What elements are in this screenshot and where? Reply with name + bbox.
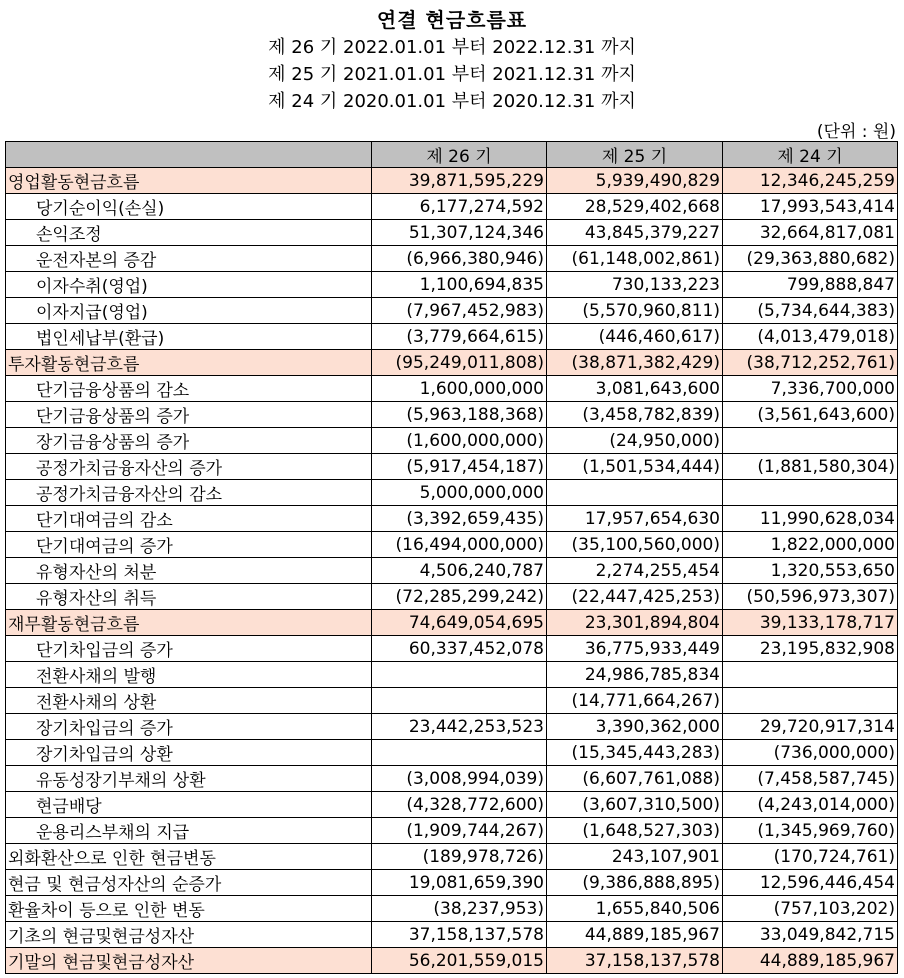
cash-flow-table: [5, 141, 898, 974]
value-period-25: 3,390,362,000: [547, 714, 723, 740]
row-label: 기말의 현금및현금성자산: [6, 948, 372, 974]
value-period-24: (1,881,580,304): [723, 454, 898, 480]
row-label: 유동성장기부채의 상환: [6, 766, 372, 792]
table-row: [6, 818, 898, 844]
value-period-25: 24,986,785,834: [547, 662, 723, 688]
value-period-25: [547, 480, 723, 506]
row-label: 단기금융상품의 증가: [6, 402, 372, 428]
value-period-24: (50,596,973,307): [723, 584, 898, 610]
value-period-25: 37,158,137,578: [547, 948, 723, 974]
value-period-24: 7,336,700,000: [723, 376, 898, 402]
value-period-24: (3,561,643,600): [723, 402, 898, 428]
value-period-24: (736,000,000): [723, 740, 898, 766]
table-body: [6, 168, 898, 974]
value-period-26: 51,307,124,346: [372, 220, 547, 246]
value-period-25: 23,301,894,804: [547, 610, 723, 636]
table-row: [6, 532, 898, 558]
value-period-26: 19,081,659,390: [372, 870, 547, 896]
row-label: 유형자산의 처분: [6, 558, 372, 584]
value-period-25: (1,501,534,444): [547, 454, 723, 480]
value-period-26: 37,158,137,578: [372, 922, 547, 948]
table-row: [6, 896, 898, 922]
value-period-24: 17,993,543,414: [723, 194, 898, 220]
value-period-24: 29,720,917,314: [723, 714, 898, 740]
value-period-24: 11,990,628,034: [723, 506, 898, 532]
row-label: 운전자본의 증감: [6, 246, 372, 272]
value-period-24: 12,596,446,454: [723, 870, 898, 896]
value-period-26: 1,100,694,835: [372, 272, 547, 298]
value-period-24: 12,346,245,259: [723, 168, 898, 194]
value-period-25: 5,939,490,829: [547, 168, 723, 194]
value-period-24: (38,712,252,761): [723, 350, 898, 376]
table-row: [6, 428, 898, 454]
header-period-24: 제 24 기: [723, 142, 898, 168]
value-period-26: 5,000,000,000: [372, 480, 547, 506]
table-row: [6, 272, 898, 298]
value-period-25: 243,107,901: [547, 844, 723, 870]
table-row: [6, 636, 898, 662]
row-label: 전환사채의 상환: [6, 688, 372, 714]
value-period-26: (38,237,953): [372, 896, 547, 922]
table-row: [6, 714, 898, 740]
value-period-25: (446,460,617): [547, 324, 723, 350]
value-period-24: [723, 688, 898, 714]
table-row: [6, 844, 898, 870]
table-row: [6, 740, 898, 766]
table-row: [6, 584, 898, 610]
table-row: [6, 324, 898, 350]
value-period-26: 74,649,054,695: [372, 610, 547, 636]
value-period-25: 3,081,643,600: [547, 376, 723, 402]
table-row: [6, 558, 898, 584]
table-row: [6, 246, 898, 272]
row-label: 단기차입금의 증가: [6, 636, 372, 662]
value-period-24: 799,888,847: [723, 272, 898, 298]
value-period-25: 1,655,840,506: [547, 896, 723, 922]
value-period-26: [372, 688, 547, 714]
row-label: 공정가치금융자산의 증가: [6, 454, 372, 480]
table-row: [6, 870, 898, 896]
row-label: 영업활동현금흐름: [6, 168, 372, 194]
value-period-25: 730,133,223: [547, 272, 723, 298]
value-period-25: (15,345,443,283): [547, 740, 723, 766]
row-label: 투자활동현금흐름: [6, 350, 372, 376]
value-period-26: [372, 740, 547, 766]
value-period-25: 28,529,402,668: [547, 194, 723, 220]
row-label: 현금 및 현금성자산의 순증가: [6, 870, 372, 896]
value-period-26: (5,917,454,187): [372, 454, 547, 480]
value-period-25: (3,458,782,839): [547, 402, 723, 428]
value-period-25: (24,950,000): [547, 428, 723, 454]
period-line-25: 제 25 기 2021.01.01 부터 2021.12.31 까지: [268, 64, 636, 85]
table-row: [6, 662, 898, 688]
row-label: 단기금융상품의 감소: [6, 376, 372, 402]
value-period-26: (3,008,994,039): [372, 766, 547, 792]
value-period-26: (16,494,000,000): [372, 532, 547, 558]
value-period-26: (95,249,011,808): [372, 350, 547, 376]
row-label: 외화환산으로 인한 현금변동: [6, 844, 372, 870]
value-period-26: [372, 662, 547, 688]
row-label: 이자수취(영업): [6, 272, 372, 298]
row-label: 운용리스부채의 지급: [6, 818, 372, 844]
row-label: 단기대여금의 감소: [6, 506, 372, 532]
value-period-25: (3,607,310,500): [547, 792, 723, 818]
value-period-25: (22,447,425,253): [547, 584, 723, 610]
value-period-26: (72,285,299,242): [372, 584, 547, 610]
header-label-cell: [6, 142, 372, 168]
row-label: 장기차입금의 상환: [6, 740, 372, 766]
header-period-26: 제 26 기: [372, 142, 547, 168]
header-row: [6, 142, 898, 168]
table-row: [6, 350, 898, 376]
row-label: 손익조정: [6, 220, 372, 246]
table-row: [6, 766, 898, 792]
value-period-24: 1,822,000,000: [723, 532, 898, 558]
value-period-26: (3,392,659,435): [372, 506, 547, 532]
value-period-24: (29,363,880,682): [723, 246, 898, 272]
value-period-24: 1,320,553,650: [723, 558, 898, 584]
value-period-24: [723, 428, 898, 454]
value-period-26: 56,201,559,015: [372, 948, 547, 974]
period-line-26: 제 26 기 2022.01.01 부터 2022.12.31 까지: [268, 37, 636, 58]
value-period-25: (35,100,560,000): [547, 532, 723, 558]
table-row: [6, 610, 898, 636]
value-period-26: 6,177,274,592: [372, 194, 547, 220]
value-period-24: 32,664,817,081: [723, 220, 898, 246]
value-period-26: (6,966,380,946): [372, 246, 547, 272]
value-period-24: (7,458,587,745): [723, 766, 898, 792]
value-period-24: 33,049,842,715: [723, 922, 898, 948]
table-row: [6, 402, 898, 428]
period-line-24: 제 24 기 2020.01.01 부터 2020.12.31 까지: [268, 91, 636, 112]
value-period-24: (4,013,479,018): [723, 324, 898, 350]
statement-title: 연결 현금흐름표: [376, 8, 528, 32]
value-period-25: 44,889,185,967: [547, 922, 723, 948]
value-period-26: (3,779,664,615): [372, 324, 547, 350]
value-period-24: (4,243,014,000): [723, 792, 898, 818]
row-label: 전환사채의 발행: [6, 662, 372, 688]
table-row: [6, 194, 898, 220]
row-label: 이자지급(영업): [6, 298, 372, 324]
table-row: [6, 948, 898, 974]
value-period-25: (6,607,761,088): [547, 766, 723, 792]
row-label: 유형자산의 취득: [6, 584, 372, 610]
value-period-26: 23,442,253,523: [372, 714, 547, 740]
table-row: [6, 506, 898, 532]
row-label: 장기금융상품의 증가: [6, 428, 372, 454]
row-label: 재무활동현금흐름: [6, 610, 372, 636]
value-period-24: 44,889,185,967: [723, 948, 898, 974]
table-row: [6, 792, 898, 818]
value-period-24: (1,345,969,760): [723, 818, 898, 844]
table-row: [6, 220, 898, 246]
row-label: 기초의 현금및현금성자산: [6, 922, 372, 948]
row-label: 공정가치금융자산의 감소: [6, 480, 372, 506]
table-row: [6, 688, 898, 714]
value-period-26: 60,337,452,078: [372, 636, 547, 662]
value-period-25: 36,775,933,449: [547, 636, 723, 662]
row-label: 당기순이익(손실): [6, 194, 372, 220]
row-label: 환율차이 등으로 인한 변동: [6, 896, 372, 922]
value-period-26: 1,600,000,000: [372, 376, 547, 402]
value-period-24: [723, 480, 898, 506]
table-row: [6, 298, 898, 324]
value-period-24: [723, 662, 898, 688]
value-period-25: 43,845,379,227: [547, 220, 723, 246]
value-period-25: (61,148,002,861): [547, 246, 723, 272]
value-period-25: 2,274,255,454: [547, 558, 723, 584]
table-row: [6, 922, 898, 948]
value-period-24: (757,103,202): [723, 896, 898, 922]
value-period-26: 4,506,240,787: [372, 558, 547, 584]
value-period-24: (170,724,761): [723, 844, 898, 870]
value-period-26: 39,871,595,229: [372, 168, 547, 194]
header-period-25: 제 25 기: [547, 142, 723, 168]
value-period-25: (1,648,527,303): [547, 818, 723, 844]
row-label: 법인세납부(환급): [6, 324, 372, 350]
value-period-26: (5,963,188,368): [372, 402, 547, 428]
value-period-26: (1,909,744,267): [372, 818, 547, 844]
value-period-25: 17,957,654,630: [547, 506, 723, 532]
value-period-26: (7,967,452,983): [372, 298, 547, 324]
table-row: [6, 376, 898, 402]
row-label: 현금배당: [6, 792, 372, 818]
value-period-26: (1,600,000,000): [372, 428, 547, 454]
table-row: [6, 168, 898, 194]
value-period-25: (5,570,960,811): [547, 298, 723, 324]
row-label: 단기대여금의 증가: [6, 532, 372, 558]
table-row: [6, 454, 898, 480]
value-period-24: 39,133,178,717: [723, 610, 898, 636]
row-label: 장기차입금의 증가: [6, 714, 372, 740]
value-period-24: 23,195,832,908: [723, 636, 898, 662]
value-period-26: (4,328,772,600): [372, 792, 547, 818]
unit-label: (단위 : 원): [816, 122, 896, 142]
value-period-25: (9,386,888,895): [547, 870, 723, 896]
value-period-24: (5,734,644,383): [723, 298, 898, 324]
value-period-25: (38,871,382,429): [547, 350, 723, 376]
table-row: [6, 480, 898, 506]
value-period-25: (14,771,664,267): [547, 688, 723, 714]
value-period-26: (189,978,726): [372, 844, 547, 870]
